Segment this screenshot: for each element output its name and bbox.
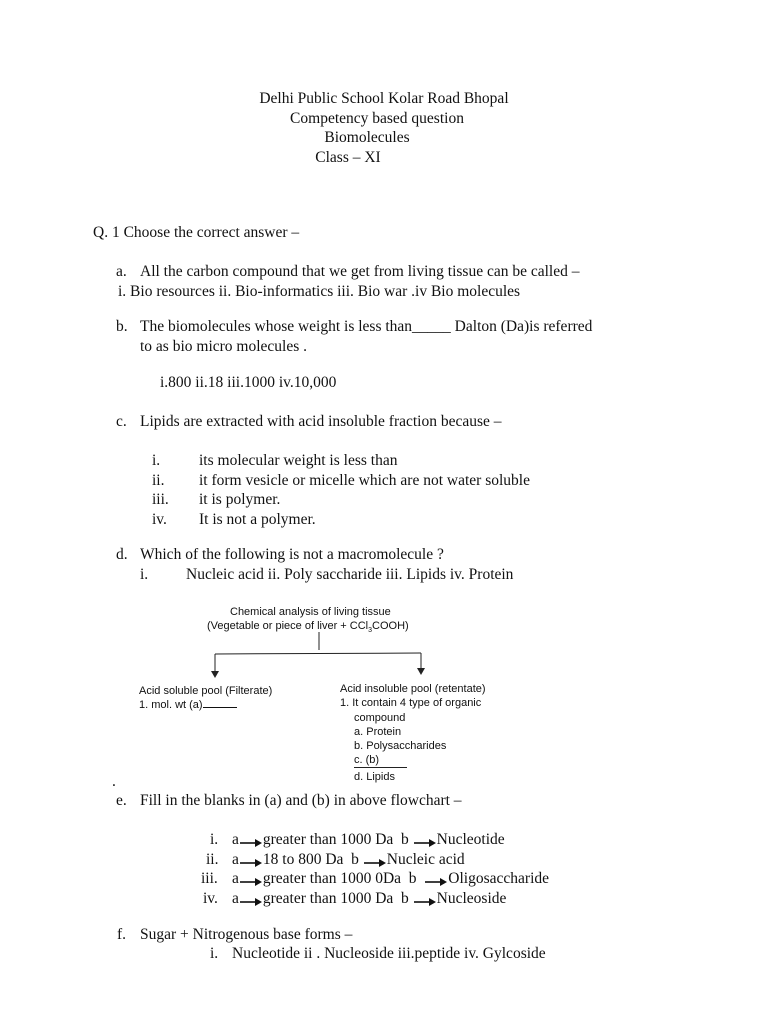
qd-label: d. [116,546,128,563]
qe-text: Fill in the blanks in (a) and (b) in above flowchart – [140,792,462,809]
qa-text: All the carbon compound that we get from living tissue can be called – [140,263,580,280]
qb-options: i.800 ii.18 iii.1000 iv.10,000 [160,374,337,391]
qc-option-text: its molecular weight is less than [199,452,398,469]
right-arrow-icon [414,837,436,847]
right-arrow-icon [414,896,436,906]
flowchart-right-subitem: a. Protein [354,726,402,738]
class-label: Class – XI [315,149,381,166]
qc-option-text: it form vesicle or micelle which are not water soluble [199,472,530,489]
school-name: Delhi Public School Kolar Road Bhopal [259,90,509,107]
qf-options-num: i. [210,945,219,962]
qc-label: c. [116,413,127,430]
right-arrow-icon [240,876,262,886]
qf-text: Sugar + Nitrogenous base forms – [140,926,353,943]
qc-text: Lipids are extracted with acid insoluble fraction because – [140,413,502,430]
qb-text-line2: to as bio micro molecules . [140,338,308,355]
flowchart-right-subitem: c. (b) [354,753,407,768]
qc-option-text: it is polymer. [199,491,281,508]
qe-option: a 18 to 800 Da b Nucleic acid [232,851,465,868]
qd-text: Which of the following is not a macromolecule ? [140,546,444,563]
qe-label: e. [116,792,127,809]
qd-options: Nucleic acid ii. Poly saccharide iii. Lipids iv. Protein [186,566,514,583]
qe-option: a greater than 1000 Da b Nucleotide [232,831,505,848]
qf-options: Nucleotide ii . Nucleoside iii.peptide iv. Gylcoside [232,945,546,962]
qc-option-num: ii. [152,472,165,489]
document-subtitle: Competency based question [290,110,464,127]
qc-option-num: iv. [152,511,167,528]
flowchart-right-title: Acid insoluble pool (retentate) [340,683,486,695]
qa-options: i. Bio resources ii. Bio-informatics iii. Bio war .iv Bio molecules [118,283,521,300]
qa-label: a. [116,263,127,280]
flowchart-left-title: Acid soluble pool (Filterate) [139,685,273,697]
qe-option-num: ii. [206,851,219,868]
flowchart [135,598,505,788]
right-arrow-icon [240,837,262,847]
right-arrow-icon [425,876,447,886]
flowchart-right-item1: 1. It contain 4 type of organic [340,697,482,709]
qe-option-num: iii. [201,870,218,887]
flowchart-top-line2: (Vegetable or piece of liver + CCl$_3$COOH) [207,620,409,635]
qd-options-num: i. [140,566,149,583]
right-arrow-icon [364,857,386,867]
qc-option-num: i. [152,452,161,469]
qe-option-num: iv. [203,890,218,907]
qf-label: f. [117,926,127,943]
qe-option: a greater than 1000 0Da b Oligosaccharide [232,870,550,887]
flowchart-left-item: 1. mol. wt (a) [139,698,237,712]
qe-option-num: i. [210,831,219,848]
document-topic: Biomolecules [324,129,410,146]
right-arrow-icon [240,857,262,867]
flowchart-right-item1b: compound [354,712,406,724]
question-title: Q. 1 Choose the correct answer – [93,224,300,241]
qc-option-text: It is not a polymer. [199,511,316,528]
qb-label: b. [116,318,128,335]
flowchart-top-line1: Chemical analysis of living tissue [230,606,391,618]
qe-option: a greater than 1000 Da b Nucleoside [232,890,507,907]
stray-mark: . [112,773,116,790]
qc-option-num: iii. [152,491,169,508]
flowchart-right-subitem: d. Lipids [354,771,395,783]
qb-text-line1: The biomolecules whose weight is less than_____ Dalton (Da)is referred [140,318,593,335]
flowchart-right-subitem: b. Polysaccharides [354,740,447,752]
right-arrow-icon [240,896,262,906]
